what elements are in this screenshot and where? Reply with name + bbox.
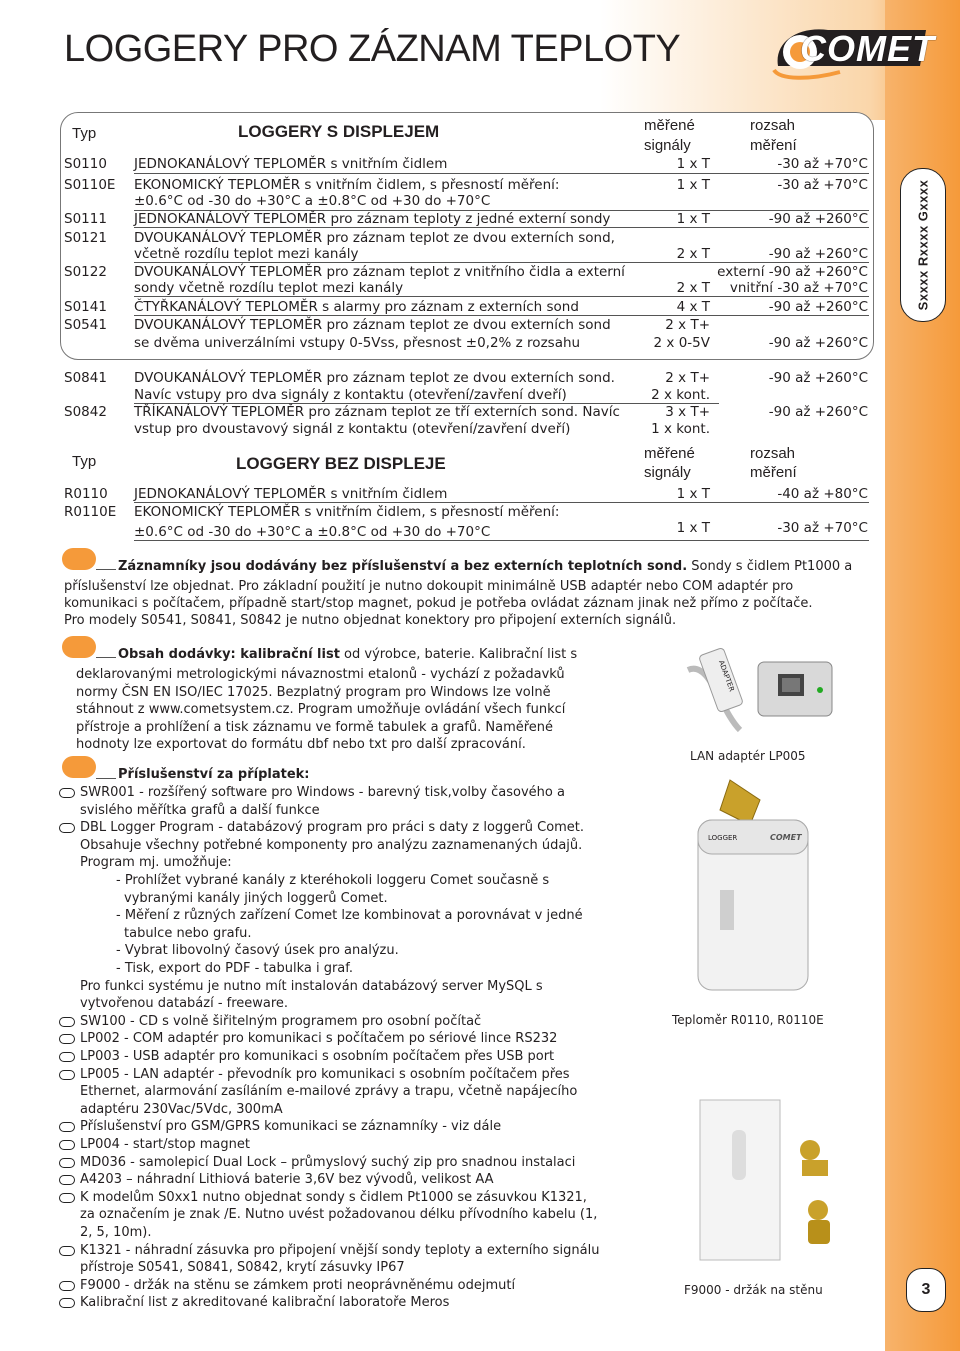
delivery-line: přístroje a prohlížení a tisk záznamu ve formě tabulek a grafů. Naměřené: [76, 720, 554, 735]
row-desc-2: sondy včetně rozdílu teplot mezi kanály: [134, 280, 404, 296]
bullet-icon: [59, 1158, 75, 1168]
row-typ: S0141: [64, 299, 107, 315]
row-signals: 1 x T: [676, 177, 710, 193]
row-signals: 1 x T: [676, 486, 710, 502]
row-desc: DVOUKANÁLOVÝ TEPLOMĚR pro záznam teplot ze dvou externích sond.: [134, 370, 615, 386]
row-desc-2: včetně rozdílu teplot mezi kanály: [134, 246, 359, 262]
accessory-line: 2, 5, 10m).: [80, 1225, 152, 1240]
accessory-line: K modelům S0xx1 nutno objednat sondy s čidlem Pt1000 se zásuvkou K1321,: [80, 1189, 587, 1205]
note-rest: Sondy s čidlem Pt1000 a: [687, 559, 853, 574]
row-signals: 1 x T: [676, 156, 710, 172]
row-desc-2: Navíc vstupy pro dva signály z kontaktu (otevření/zavření dveří): [134, 387, 567, 403]
col-header-range-1: rozsah: [750, 445, 796, 462]
row-signals: 2 x T+: [665, 317, 710, 333]
accessory-line: DBL Logger Program - databázový program pro práci s daty z loggerů Comet.: [80, 820, 585, 836]
bullet-icon: [59, 1070, 75, 1080]
accessory-line: F9000 - držák na stěnu se zámkem proti neoprávněnému odejmutí: [80, 1277, 516, 1293]
row-range: -30 až +70°C: [777, 156, 868, 172]
row-typ: S0111: [64, 211, 107, 227]
row-underline: [134, 262, 869, 263]
bullet-icon: [59, 1281, 75, 1291]
row-desc: TŘÍKANÁLOVÝ TEPLOMĚR pro záznam teplot ze tří externích sond. Navíc: [134, 404, 620, 420]
caption-wall-holder: F9000 - držák na stěnu: [684, 1283, 823, 1297]
accessory-line: adaptéru 230Vac/5Vdc, 300mA: [80, 1101, 283, 1117]
row-range: -90 až +260°C: [768, 370, 868, 386]
side-tab: [900, 168, 946, 322]
row-typ: S0541: [64, 317, 107, 333]
accessory-line: K1321 - náhradní zásuvka pro připojení vnější sondy teploty a externího signálu: [80, 1242, 600, 1258]
row-desc: ČTYŘKANÁLOVÝ TEPLOMĚR s alarmy pro záznam z externích sond: [134, 299, 579, 315]
section-underline: [96, 778, 116, 779]
accessory-line: vytvořenou databází - freeware.: [80, 996, 289, 1012]
delivery-bold: kalibrační list: [235, 647, 340, 662]
accessory-line: Obsahuje všechny potřebné komponenty pro analýzu zaznamenaných údajů.: [80, 837, 583, 853]
row-desc-2: ±0.6°C od -30 do +30°C a ±0.8°C od +30 do +70°C: [134, 524, 491, 540]
delivery-heading: Obsah dodávky:: [118, 647, 236, 662]
row-underline: [134, 173, 869, 174]
wall-holder-image: [690, 1090, 840, 1270]
row-signals: 4 x T: [676, 299, 710, 315]
accessory-line: Ethernet, alarmování zasíláním e-mailové zprávy a trapu, včetně napájecího: [80, 1084, 578, 1100]
col-header-signals-2: signály: [644, 464, 691, 481]
row-desc-2: vstup pro dvoustavový signál z kontaktu (otevření/zavření dveří): [134, 421, 571, 437]
col-header-range-2: měření: [750, 137, 797, 154]
col-header-typ: Typ: [72, 453, 97, 470]
col-header-signals-1: měřené: [644, 117, 695, 134]
row-signals-2: 2 x kont.: [651, 387, 710, 403]
row-desc: JEDNOKANÁLOVÝ TEPLOMĚR pro záznam teploty z jedné externí sondy: [134, 211, 611, 227]
table-title: LOGGERY S DISPLEJEM: [238, 122, 440, 141]
row-range-2: vnitřní -30 až +70°C: [729, 280, 868, 296]
row-underline: [134, 540, 869, 541]
section-marker: [62, 756, 96, 778]
accessory-line: - Měření z různých zařízení Comet lze kombinovat a porovnávat v jedné: [116, 908, 583, 924]
accessory-line: Pro funkci systému je nutno mít instalován databázový server MySQL s: [80, 978, 543, 994]
col-header-typ: Typ: [72, 125, 97, 142]
delivery-line: stáhnout z www.cometsystem.cz. Program umožňuje ovládání všech funkcí: [76, 702, 566, 717]
bullet-icon: [59, 1193, 75, 1203]
delivery-line: hodnoty lze exportovat do formátu dbf nebo txt pro další zpracování.: [76, 737, 526, 752]
row-range: -30 až +70°C: [777, 177, 868, 193]
row-range: -90 až +260°C: [768, 211, 868, 227]
row-typ: S0110E: [64, 177, 116, 193]
delivery-text: od výrobce, baterie. Kalibrační list s: [339, 647, 578, 662]
bullet-icon: [59, 823, 75, 833]
row-range: -90 až +260°C: [768, 404, 868, 420]
col-header-range-2: měření: [750, 464, 797, 481]
page-number: 3: [906, 1268, 946, 1312]
accessory-line: LP004 - start/stop magnet: [80, 1137, 250, 1152]
row-signals: 2 x T: [676, 246, 710, 262]
row-signals-2: 2 x 0-5V: [653, 335, 710, 351]
bullet-icon: [59, 1246, 75, 1256]
logo-text: COMET: [800, 28, 935, 69]
row-range: -30 až +70°C: [777, 520, 868, 536]
row-signals: 2 x T+: [665, 370, 710, 386]
row-desc: JEDNOKANÁLOVÝ TEPLOMĚR s vnitřním čidlem: [134, 156, 448, 172]
bullet-icon: [59, 1298, 75, 1308]
bullet-icon: [59, 1034, 75, 1044]
row-typ: S0841: [64, 370, 107, 386]
bullet-icon: [59, 1140, 75, 1150]
row-signals: 1 x T: [676, 520, 710, 536]
accessory-line: Program mj. umožňuje:: [80, 855, 232, 871]
accessory-line: LP002 - COM adaptér pro komunikaci s počítačem po sériové lince RS232: [80, 1031, 558, 1047]
accessory-line: A4203 – náhradní Lithiová baterie 3,6V bez vývodů, velikost AA: [80, 1172, 494, 1188]
accessory-line: za označením je znak /E. Nutno uvést požadovanou délku přívodního kabelu (1,: [80, 1207, 598, 1223]
accessory-line: - Vybrat libovolný časový úsek pro analýzu.: [116, 943, 399, 959]
row-desc: DVOUKANÁLOVÝ TEPLOMĚR pro záznam teplot ze dvou externích sond,: [134, 230, 615, 246]
row-typ: S0110: [64, 156, 107, 172]
accessory-line: LP003 - USB adaptér pro komunikaci s osobním počítačem přes USB port: [80, 1049, 555, 1064]
section-marker: [62, 548, 96, 570]
row-underline: [134, 227, 869, 228]
row-signals: 1 x T: [676, 211, 710, 227]
row-typ: S0122: [64, 264, 107, 280]
bullet-icon: [59, 1052, 75, 1062]
row-signals: 2 x T: [676, 280, 710, 296]
accessory-line: tabulce nebo grafu.: [124, 925, 252, 941]
col-header-range-1: rozsah: [750, 117, 796, 134]
section-underline: [96, 569, 116, 570]
note-line-1: [118, 558, 852, 575]
row-range: -40 až +80°C: [777, 486, 868, 502]
bullet-icon: [59, 1175, 75, 1185]
row-desc: EKONOMICKÝ TEPLOMĚR s vnitřním čidlem, s přesností měření:: [134, 177, 560, 193]
accessory-line: vybranými kanály jiných loggerů Comet.: [124, 890, 388, 906]
bullet-icon: [59, 788, 75, 798]
note-line-2: příslušenství lze objednat. Pro základní použití je nutno dokoupit minimálně USB adaptér nebo COM adaptér pro: [64, 579, 794, 594]
row-typ: S0121: [64, 230, 107, 246]
row-range: externí -90 až +260°C: [717, 264, 868, 280]
accessory-line: - Tisk, export do PDF - tabulka i graf.: [116, 961, 354, 976]
note-bold: Záznamníky jsou dodávány bez příslušenství a bez externích teplotních sond.: [118, 559, 688, 574]
accessories-heading: Příslušenství za příplatek:: [118, 767, 310, 782]
row-typ: R0110: [64, 486, 108, 502]
comet-logo: [770, 22, 935, 82]
device-brand: COMET: [770, 833, 802, 842]
row-desc: DVOUKANÁLOVÝ TEPLOMĚR pro záznam teplot ze dvou externích sond: [134, 317, 611, 333]
accessory-line: svislého měřítka grafů a další funkce: [80, 802, 320, 818]
row-underline: [134, 296, 869, 297]
row-desc-2: se dvěma univerzálními vstupy 0-5Vss, přesnost ±0,2% z rozsahu: [134, 335, 581, 351]
accessory-line: Kalibrační list z akreditované kalibrační laboratoře Meros: [80, 1295, 450, 1311]
row-signals: 3 x T+: [665, 404, 710, 420]
lan-adapter-image: [680, 640, 850, 740]
row-desc-2: ±0.6°C od -30 do +30°C a ±0.8°C od +30 do +70°C: [134, 193, 491, 209]
row-range: -90 až +260°C: [768, 335, 868, 351]
accessory-line: LP005 - LAN adaptér - převodník pro komunikaci s osobním počítačem přes: [80, 1066, 570, 1082]
bullet-icon: [59, 1122, 75, 1132]
row-underline: [134, 315, 869, 316]
caption-thermometer: Teploměr R0110, R0110E: [672, 1013, 824, 1027]
delivery-line: normy ČSN EN ISO/IEC 17025. Bezplatný program pro Windows lze volně: [76, 685, 551, 700]
accessory-line: přístroje S0541, S0841, S0842, krytí zásuvky IP67: [80, 1260, 405, 1276]
row-signals-2: 1 x kont.: [651, 421, 710, 437]
row-desc: JEDNOKANÁLOVÝ TEPLOMĚR s vnitřním čidlem: [134, 486, 448, 502]
accessory-line: SW100 - CD s volně šiřitelným programem pro osobní počítač: [80, 1013, 482, 1029]
table-title: LOGGERY BEZ DISPLEJE: [236, 454, 446, 473]
thermometer-image: [680, 770, 830, 1000]
section-marker: [62, 636, 96, 658]
col-header-signals-1: měřené: [644, 445, 695, 462]
section-underline: [96, 657, 116, 658]
row-typ: S0842: [64, 404, 107, 420]
side-tab-label: Sxxxx Rxxxx Gxxxx: [915, 179, 931, 311]
row-desc: EKONOMICKÝ TEPLOMĚR s vnitřním čidlem, s přesností měření:: [134, 504, 560, 520]
logger-label: LOGGER: [708, 834, 738, 842]
note-line-3: komunikaci s počítačem, případně start/stop magnet, pokud je potřeba ovládat záznam jinak než přímo z počítače.: [64, 596, 813, 611]
row-range: -90 až +260°C: [768, 246, 868, 262]
accessory-line: MD036 - samolepicí Dual Lock – průmyslový suchý zip pro snadnou instalaci: [80, 1154, 576, 1170]
row-desc: DVOUKANÁLOVÝ TEPLOMĚR pro záznam teplot z vnitřního čidla a externí: [134, 264, 625, 280]
accessory-line: Příslušenství pro GSM/GPRS komunikaci se záznamníky - viz dále: [80, 1119, 502, 1135]
row-typ: R0110E: [64, 504, 117, 520]
bullet-icon: [59, 1017, 75, 1027]
adapter-label: ADAPTER: [716, 659, 736, 693]
accessory-line: - Prohlížet vybrané kanály z kteréhokoli loggeru Comet současně s: [116, 873, 550, 888]
col-header-signals-2: signály: [644, 137, 691, 154]
note-line-4: Pro modely S0541, S0841, S0842 je nutno objednat konektory pro připojení externích signálů.: [64, 613, 677, 628]
delivery-line-1: [118, 646, 577, 663]
page-title: LOGGERY PRO ZÁZNAM TEPLOTY: [64, 28, 681, 70]
accessory-line: SWR001 - rozšířený software pro Windows - barevný tisk,volby časového a: [80, 785, 565, 800]
delivery-line: deklarovanými metrologickými návaznostmi etalonů - vychází z požadavků: [76, 667, 565, 682]
caption-lan-adapter: LAN adaptér LP005: [690, 749, 806, 763]
row-range: -90 až +260°C: [768, 299, 868, 315]
row-underline: [134, 502, 869, 503]
